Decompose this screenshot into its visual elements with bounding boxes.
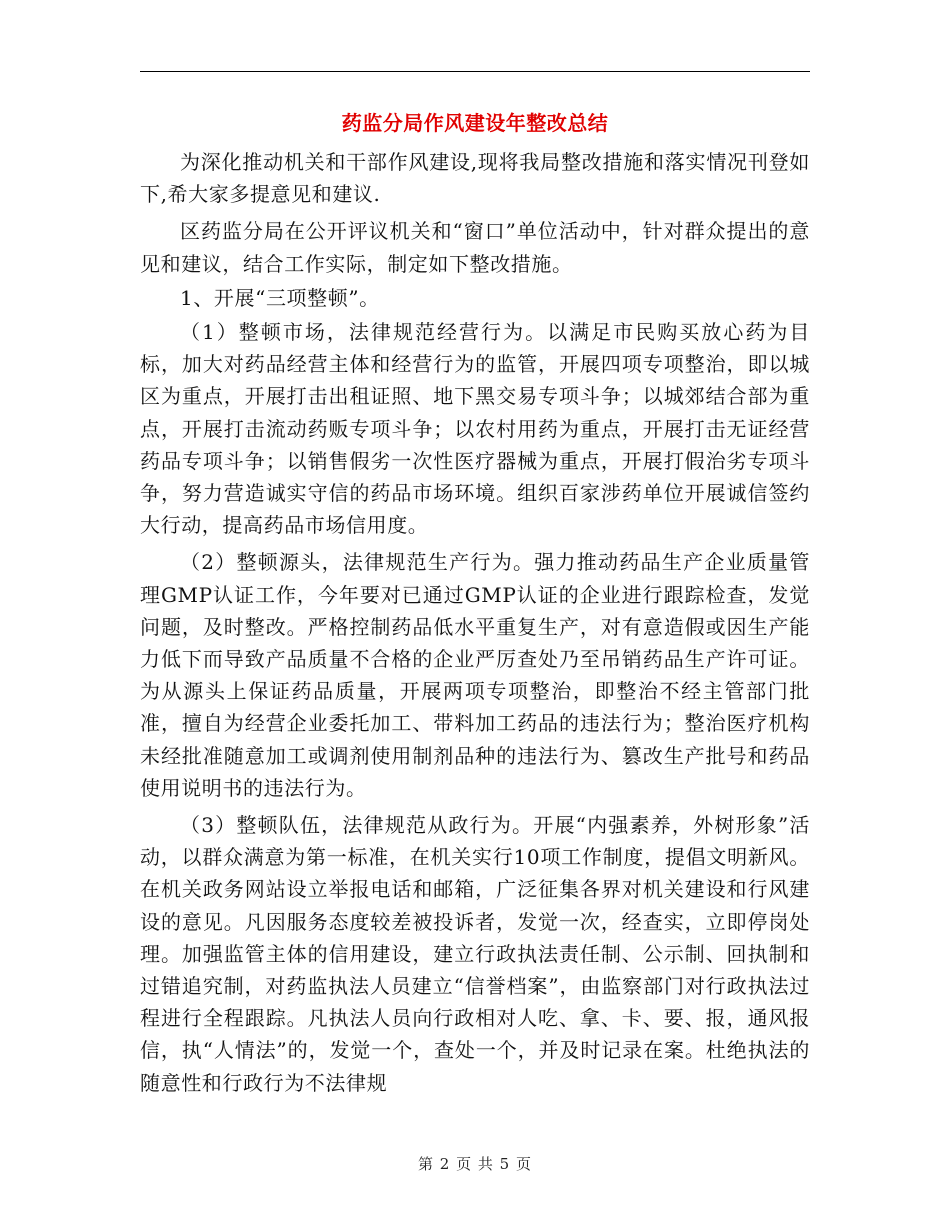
page-number: 第 2 页 共 5 页 xyxy=(418,1155,532,1173)
paragraph-overview: 区药监分局在公开评议机关和“窗口”单位活动中，针对群众提出的意见和建议，结合工作实际，制定如下整改措施。 xyxy=(140,219,810,276)
paragraph-market: （1）整顿市场，法律规范经营行为。以满足市民购买放心药为目标，加大对药品经营主体和经营行为的监管，开展四项专项整治，即以城区为重点，开展打击出租证照、地下黑交易专项斗争；以城郊结合部为重点，开展打击流动药贩专项斗争；以农村用药为重点，开展打击无证经营药品专项斗争；以销售假劣一次性医疗器械为重点，开展打假治劣专项斗争，努力营造诚实守信的药品市场环境。组织百家涉药单位开展诚信签约大行动，提高药品市场信用度。 xyxy=(140,320,810,538)
paragraph-heading-1: 1、开展“三项整顿”。 xyxy=(180,285,380,310)
paragraph-intro: 为深化推动机关和干部作风建设,现将我局整改措施和落实情况刊登如下,希大家多提意见和建议. xyxy=(140,150,810,207)
paragraph-team: （3）整顿队伍，法律规范从政行为。开展“内强素养，外树形象”活动，以群众满意为第一标准，在机关实行10项工作制度，提倡文明新风。在机关政务网站设立举报电话和邮箱，广泛征集各界对机关建设和行风建设的意见。凡因服务态度较差被投诉者，发觉一次，经查实，立即停岗处理。加强监管主体的信用建设，建立行政执法责任制、公示制、回执制和过错追究制，对药监执法人员建立“信誉档案”，由监察部门对行政执法过程进行全程跟踪。凡执法人员向行政相对人吃、拿、卡、要、报，通风报信，执“人情法”的，发觉一个，查处一个，并及时记录在案。杜绝执法的随意性和行政行为不法律规 xyxy=(140,813,810,1095)
header-rule xyxy=(140,71,810,72)
document-title: 药监分局作风建设年整改总结 xyxy=(341,111,609,135)
paragraph-source: （2）整顿源头，法律规范生产行为。强力推动药品生产企业质量管理GMP认证工作，今年要对已通过GMP认证的企业进行跟踪检查，发觉问题，及时整改。严格控制药品低水平重复生产，对有意造假或因生产能力低下而导致产品质量不合格的企业严厉查处乃至吊销药品生产许可证。为从源头上保证药品质量，开展两项专项整治，即整治不经主管部门批准，擅自为经营企业委托加工、带料加工药品的违法行为；整治医疗机构未经批准随意加工或调剂使用制剂品种的违法行为、篡改生产批号和药品使用说明书的违法行为。 xyxy=(140,550,810,800)
document-body xyxy=(140,146,810,1099)
